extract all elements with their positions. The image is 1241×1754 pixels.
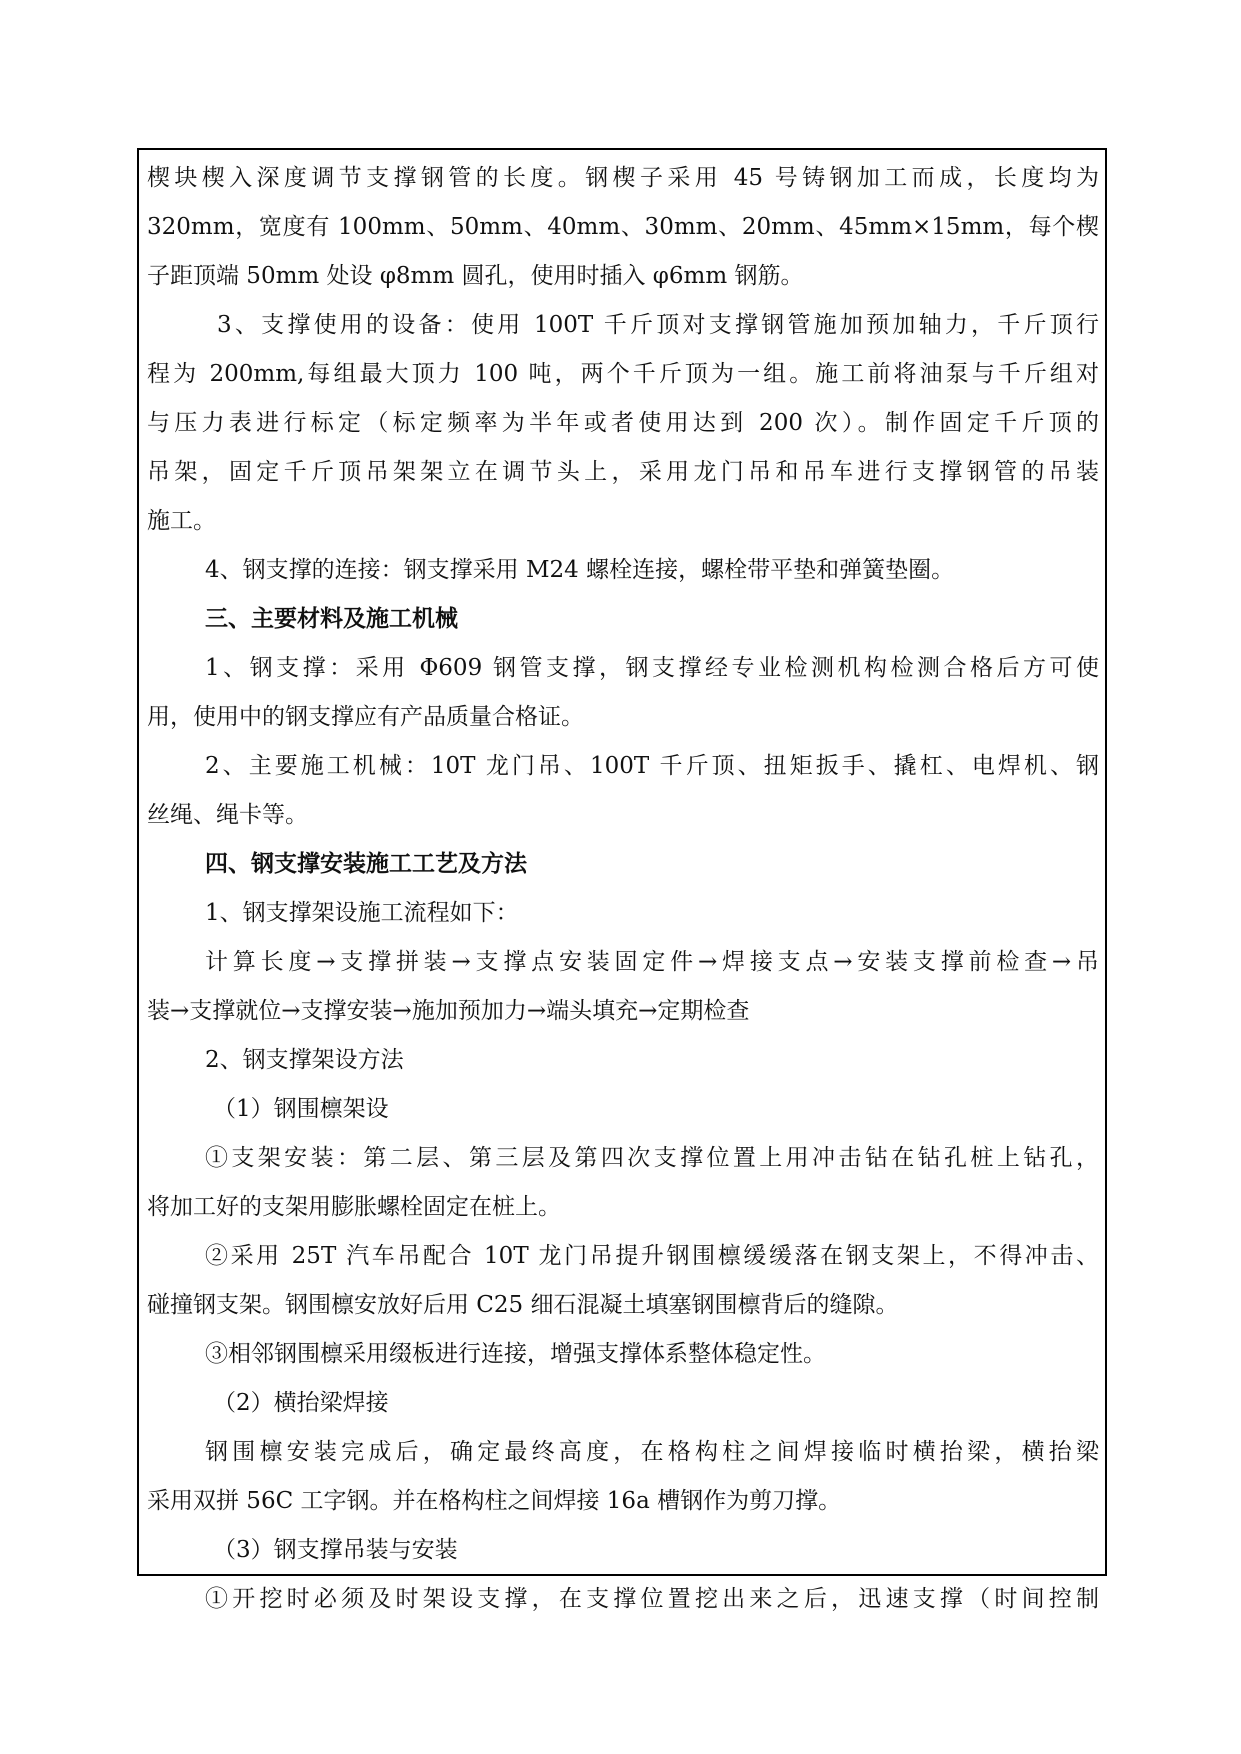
paragraph-line: 320mm，宽度有 100mm、50mm、40mm、30mm、20mm、45mm×15mm，每个楔 <box>147 214 1099 240</box>
paragraph-line: ③相邻钢围檩采用缀板进行连接，增强支撑体系整体稳定性。 <box>205 1341 826 1367</box>
document-frame <box>137 148 1107 1612</box>
paragraph-line: ②采用 25T 汽车吊配合 10T 龙门吊提升钢围檩缓缓落在钢支架上，不得冲击、 <box>205 1243 1099 1269</box>
section-heading: 三、主要材料及施工机械 <box>205 606 458 632</box>
subheading-line: （2）横抬梁焊接 <box>213 1390 389 1416</box>
subheading-line: （3）钢支撑吊装与安装 <box>213 1537 458 1563</box>
paragraph-line: 子距顶端 50mm 处设 φ8mm 圆孔，使用时插入 φ6mm 钢筋。 <box>147 263 804 289</box>
paragraph-line: 2、钢支撑架设方法 <box>205 1047 404 1073</box>
paragraph-line: 与压力表进行标定（标定频率为半年或者使用达到 200 次）。制作固定千斤顶的 <box>147 410 1099 436</box>
paragraph-line: 4、钢支撑的连接：钢支撑采用 M24 螺栓连接，螺栓带平垫和弹簧垫圈。 <box>205 557 955 583</box>
paragraph-line: 钢围檩安装完成后，确定最终高度，在格构柱之间焊接临时横抬梁，横抬梁 <box>205 1439 1099 1465</box>
paragraph-line: 吊架，固定千斤顶吊架架立在调节头上，采用龙门吊和吊车进行支撑钢管的吊装 <box>147 459 1099 485</box>
paragraph-line: 采用双拼 56C 工字钢。并在格构柱之间焊接 16a 槽钢作为剪刀撑。 <box>147 1488 842 1514</box>
paragraph-line: 3、支撑使用的设备：使用 100T 千斤顶对支撑钢管施加预加轴力，千斤顶行 <box>217 312 1099 338</box>
paragraph-line: 施工。 <box>147 508 216 534</box>
paragraph-line: 将加工好的支架用膨胀螺栓固定在桩上。 <box>147 1194 561 1220</box>
subheading-line: （1）钢围檩架设 <box>213 1096 389 1122</box>
paragraph-line: 碰撞钢支架。钢围檩安放好后用 C25 细石混凝土填塞钢围檩背后的缝隙。 <box>147 1292 899 1318</box>
paragraph-line: 2、主要施工机械：10T 龙门吊、100T 千斤顶、扭矩扳手、撬杠、电焊机、钢 <box>205 753 1099 779</box>
paragraph-line: 装→支撑就位→支撑安装→施加预加力→端头填充→定期检查 <box>147 998 750 1024</box>
paragraph-line: ①支架安装：第二层、第三层及第四次支撑位置上用冲击钻在钻孔桩上钻孔， <box>205 1145 1099 1171</box>
paragraph-line: 1、钢支撑架设施工流程如下： <box>205 900 519 926</box>
paragraph-line: 楔块楔入深度调节支撑钢管的长度。钢楔子采用 45 号铸钢加工而成，长度均为 <box>147 165 1099 191</box>
paragraph-line: 计算长度→支撑拼装→支撑点安装固定件→焊接支点→安装支撑前检查→吊 <box>205 949 1099 975</box>
paragraph-line: 1、钢支撑：采用 Φ609 钢管支撑，钢支撑经专业检测机构检测合格后方可使 <box>205 655 1099 681</box>
paragraph-line: ①开挖时必须及时架设支撑，在支撑位置挖出来之后，迅速支撑（时间控制 <box>205 1586 1099 1612</box>
paragraph-line: 丝绳、绳卡等。 <box>147 802 308 828</box>
paragraph-line: 程为 200mm,每组最大顶力 100 吨，两个千斤顶为一组。施工前将油泵与千斤组对 <box>147 361 1099 387</box>
paragraph-line: 用，使用中的钢支撑应有产品质量合格证。 <box>147 704 584 730</box>
section-heading: 四、钢支撑安装施工工艺及方法 <box>205 851 527 877</box>
document-body <box>147 154 1099 1624</box>
